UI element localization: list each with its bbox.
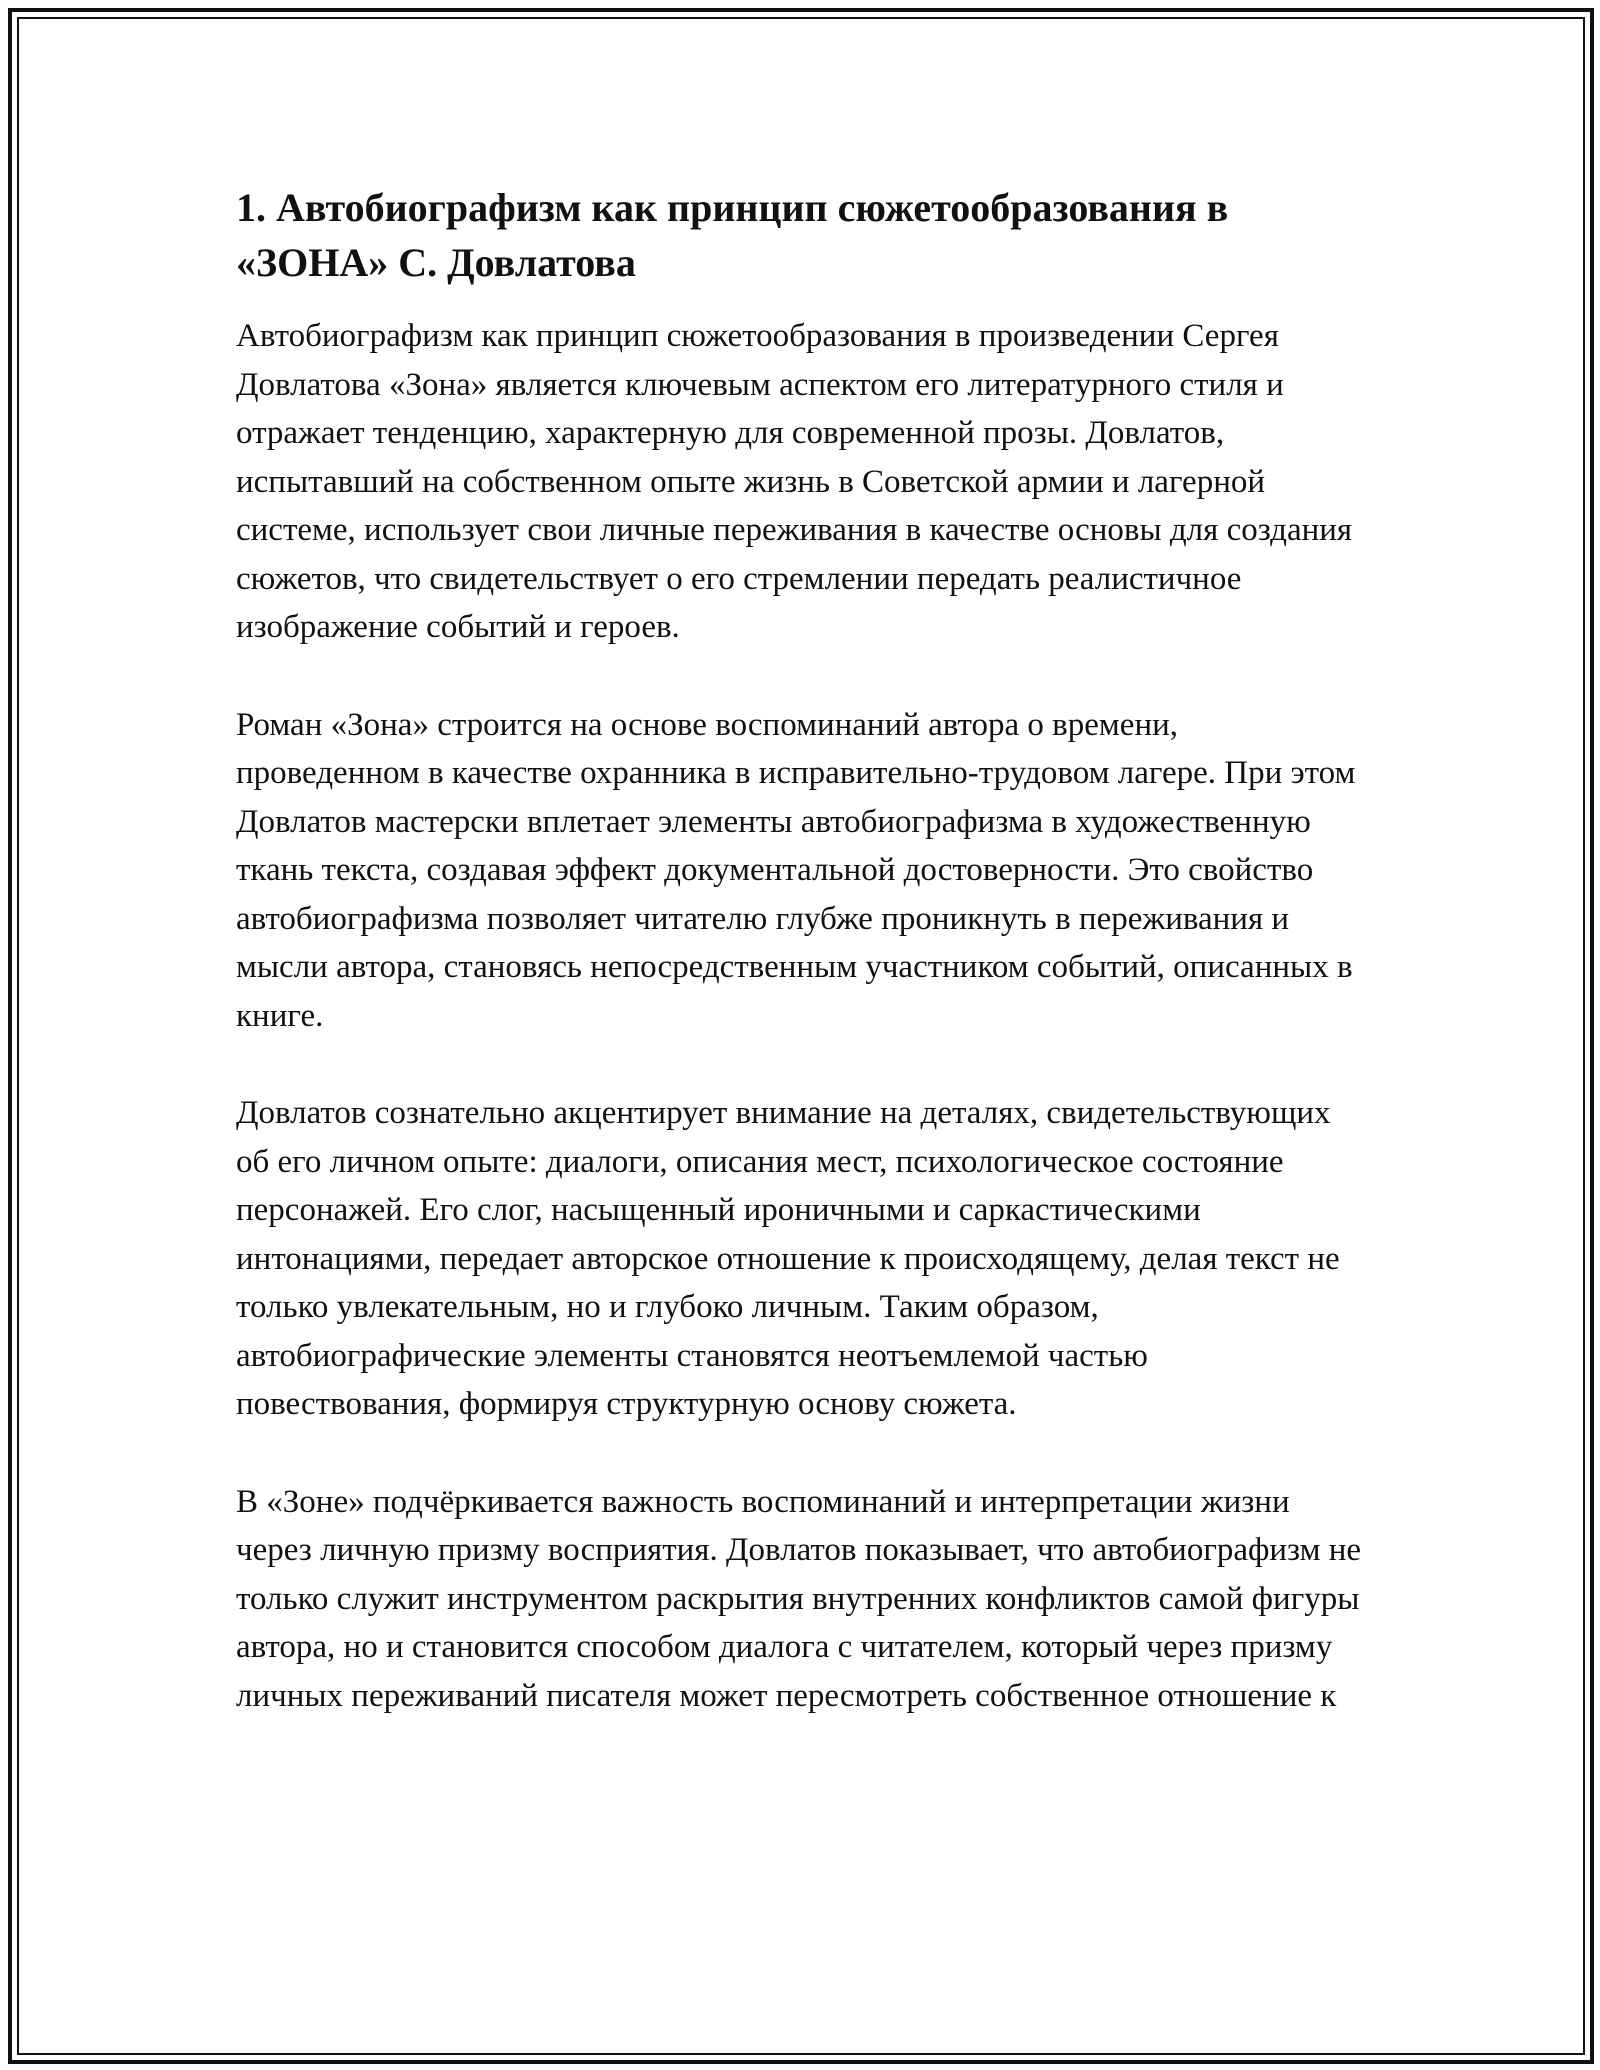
paragraph-3: Довлатов сознательно акцентирует внимание на деталях, свидетельствующих об его личном опыте: диалоги, описания мест, психологическое состояние персонажей. Его слог, насыщенный ироничными и саркастическими интонациями, передает авторское отношение к происходящему, делая текст не только увлекательным, но и глубоко личным. Таким образом, автобиографические элементы становятся неотъемлемой частью повествования, формируя структурную основу сюжета. xyxy=(236,1095,1340,1422)
paragraph-2: Роман «Зона» строится на основе воспоминаний автора о времени, проведенном в качестве охранника в исправительно-трудовом лагере. При этом Довлатов мастерски вплетает элементы автобиографизма в художественную ткань текста, создавая эффект документальной достоверности. Это свойство автобиографизма позволяет читателю глубже проникнуть в переживания и мысли автора, становясь непосредственным участником событий, описанных в книге. xyxy=(236,706,1356,1034)
paragraph-1: Автобиографизм как принцип сюжетообразования в произведении Сергея Довлатова «Зона» является ключевым аспектом его литературного стиля и отражает тенденцию, характерную для современной прозы. Довлатов, испытавший на собственном опыте жизнь в Советской армии и лагерной системе, использует свои личные переживания в качестве основы для создания сюжетов, что свидетельствует о его стремлении передать реалистичное изображение событий и героев. xyxy=(236,318,1353,645)
document-body xyxy=(236,180,1366,1769)
section-heading: 1. Автобиографизм как принцип сюжетообразования в «ЗОНА» С. Довлатова xyxy=(236,185,1229,285)
paragraph-4: В «Зоне» подчёркивается важность воспоминаний и интерпретации жизни через личную призму восприятия. Довлатов показывает, что автобиографизм не только служит инструментом раскрытия внутренних конфликтов самой фигуры автора, но и становится способом диалога с читателем, который через призму личных переживаний писателя может пересмотреть собственное отношение к xyxy=(236,1483,1362,1714)
